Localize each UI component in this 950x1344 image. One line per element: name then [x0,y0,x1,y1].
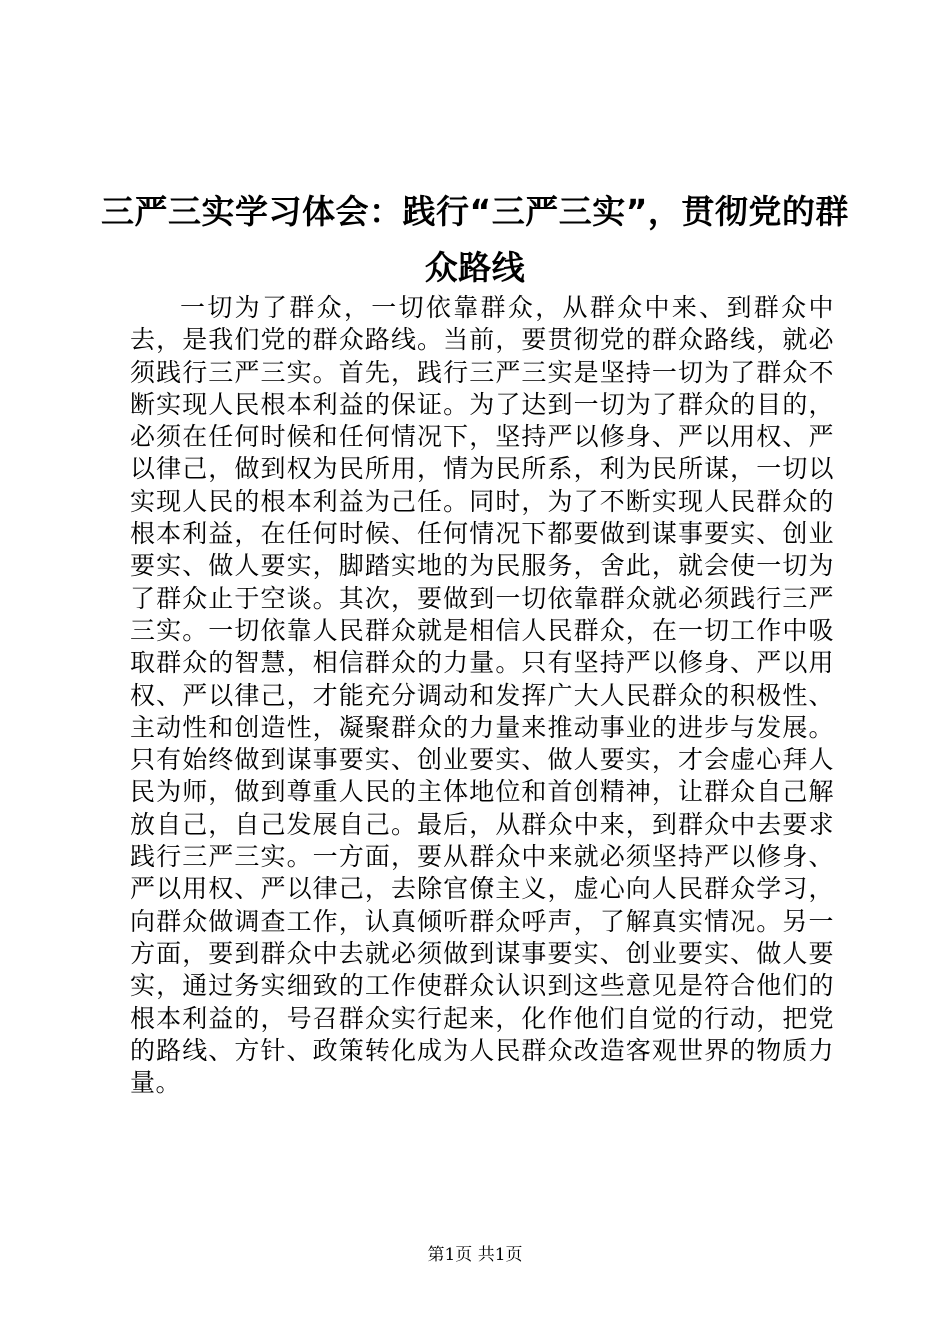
document-body-paragraph: 一切为了群众，一切依靠群众，从群众中来、到群众中去，是我们党的群众路线。当前，要贯彻党的群众路线，就必须践行三严三实。首先，践行三严三实是坚持一切为了群众不断实现人民根本利益的保证。为了达到一切为了群众的目的，必须在任何时候和任何情况下，坚持严以修身、严以用权、严以律己，做到权为民所用，情为民所系，利为民所谋，一切以实现人民的根本利益为己任。同时，为了不断实现人民群众的根本利益，在任何时候、任何情况下都要做到谋事要实、创业要实、做人要实，脚踏实地的为民服务，舍此，就会使一切为了群众止于空谈。其次，要做到一切依靠群众就必须践行三严三实。一切依靠人民群众就是相信人民群众，在一切工作中吸取群众的智慧，相信群众的力量。只有坚持严以修身、严以用权、严以律己，才能充分调动和发挥广大人民群众的积极性、主动性和创造性，凝聚群众的力量来推动事业的进步与发展。只有始终做到谋事要实、创业要实、做人要实，才会虚心拜人民为师，做到尊重人民的主体地位和首创精神，让群众自己解放自己，自己发展自己。最后，从群众中来，到群众中去要求践行三严三实。一方面，要从群众中来就必须坚持严以修身、严以用权、严以律己，去除官僚主义，虚心向人民群众学习，向群众做调查工作，认真倾听群众呼声，了解真实情况。另一方面，要到群众中去就必须做到谋事要实、创业要实、做人要实，通过务实细致的工作使群众认识到这些意见是符合他们的根本利益的，号召群众实行起来，化作他们自觉的行动，把党的路线、方针、政策转化成为人民群众改造客观世界的物质力量。 [130,293,834,1098]
page-number-footer: 第1页 共1页 [427,1245,523,1265]
document-title: 三严三实学习体会：践行“三严三实”，贯彻党的群众路线 [101,192,849,287]
